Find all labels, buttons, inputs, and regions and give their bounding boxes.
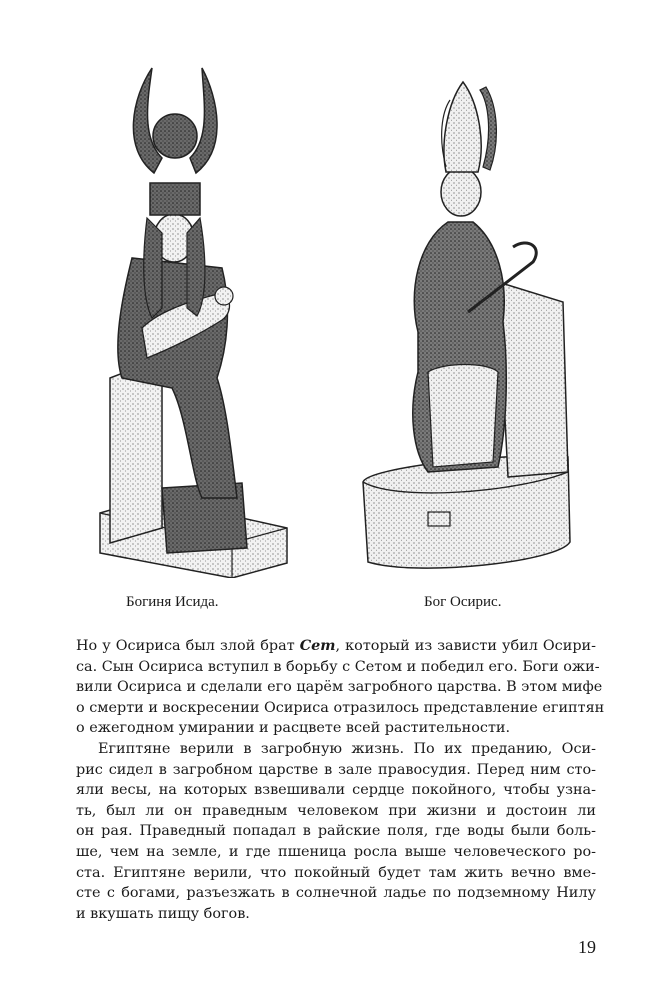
text-line: рис сидел в загробном царстве в зале правосудия. Перед ним сто- [76,761,596,778]
paragraph-1 [76,636,605,739]
paragraph-2 [76,739,596,924]
text-line: сте с богами, разъезжать в солнечной ладье по подземному Нилу [76,885,596,902]
text-line: вили Осириса и сделали его царём загробного царства. В этом мифе [76,679,603,696]
text-line: ше, чем на земле, и где пшеница росла выше человеческого ро- [76,843,596,860]
figure-caption-osiris: Бог Осирис. [424,594,502,610]
text-run: , который из зависти убил Осири- [335,638,596,654]
text-line: и вкушать пищу богов. [76,905,250,922]
text-line: яли весы, на которых взвешивали сердце покойного, чтобы узна- [76,782,596,799]
text-line: ть, был ли он праведным человеком при жизни и достоин ли [76,802,596,819]
text-line: Египтяне верили в загробную жизнь. По их преданию, Оси- [98,740,596,757]
figure-caption-isis: Богиня Исида. [126,594,219,610]
text-run: Но у Осириса был злой брат [76,638,300,654]
text-line: он рая. Праведный попадал в райские поля, где воды были боль- [76,823,596,840]
page-number: 19 [578,937,596,957]
osiris-statue-illustration [358,72,578,582]
name-set-emphasis: Сет [299,637,336,654]
isis-statue-illustration [92,58,292,578]
body-text [76,636,605,924]
text-line: са. Сын Осириса вступил в борьбу с Сетом и победил его. Боги ожи- [76,658,600,675]
text-line: о ежегодном умирании и расцвете всей растительности. [76,720,511,737]
text-line: ста. Египтяне верили, что покойный будет там жить вечно вме- [76,864,596,881]
text-line: о смерти и воскресении Осириса отразилось представление египтян [76,699,605,716]
text-line [76,636,596,657]
